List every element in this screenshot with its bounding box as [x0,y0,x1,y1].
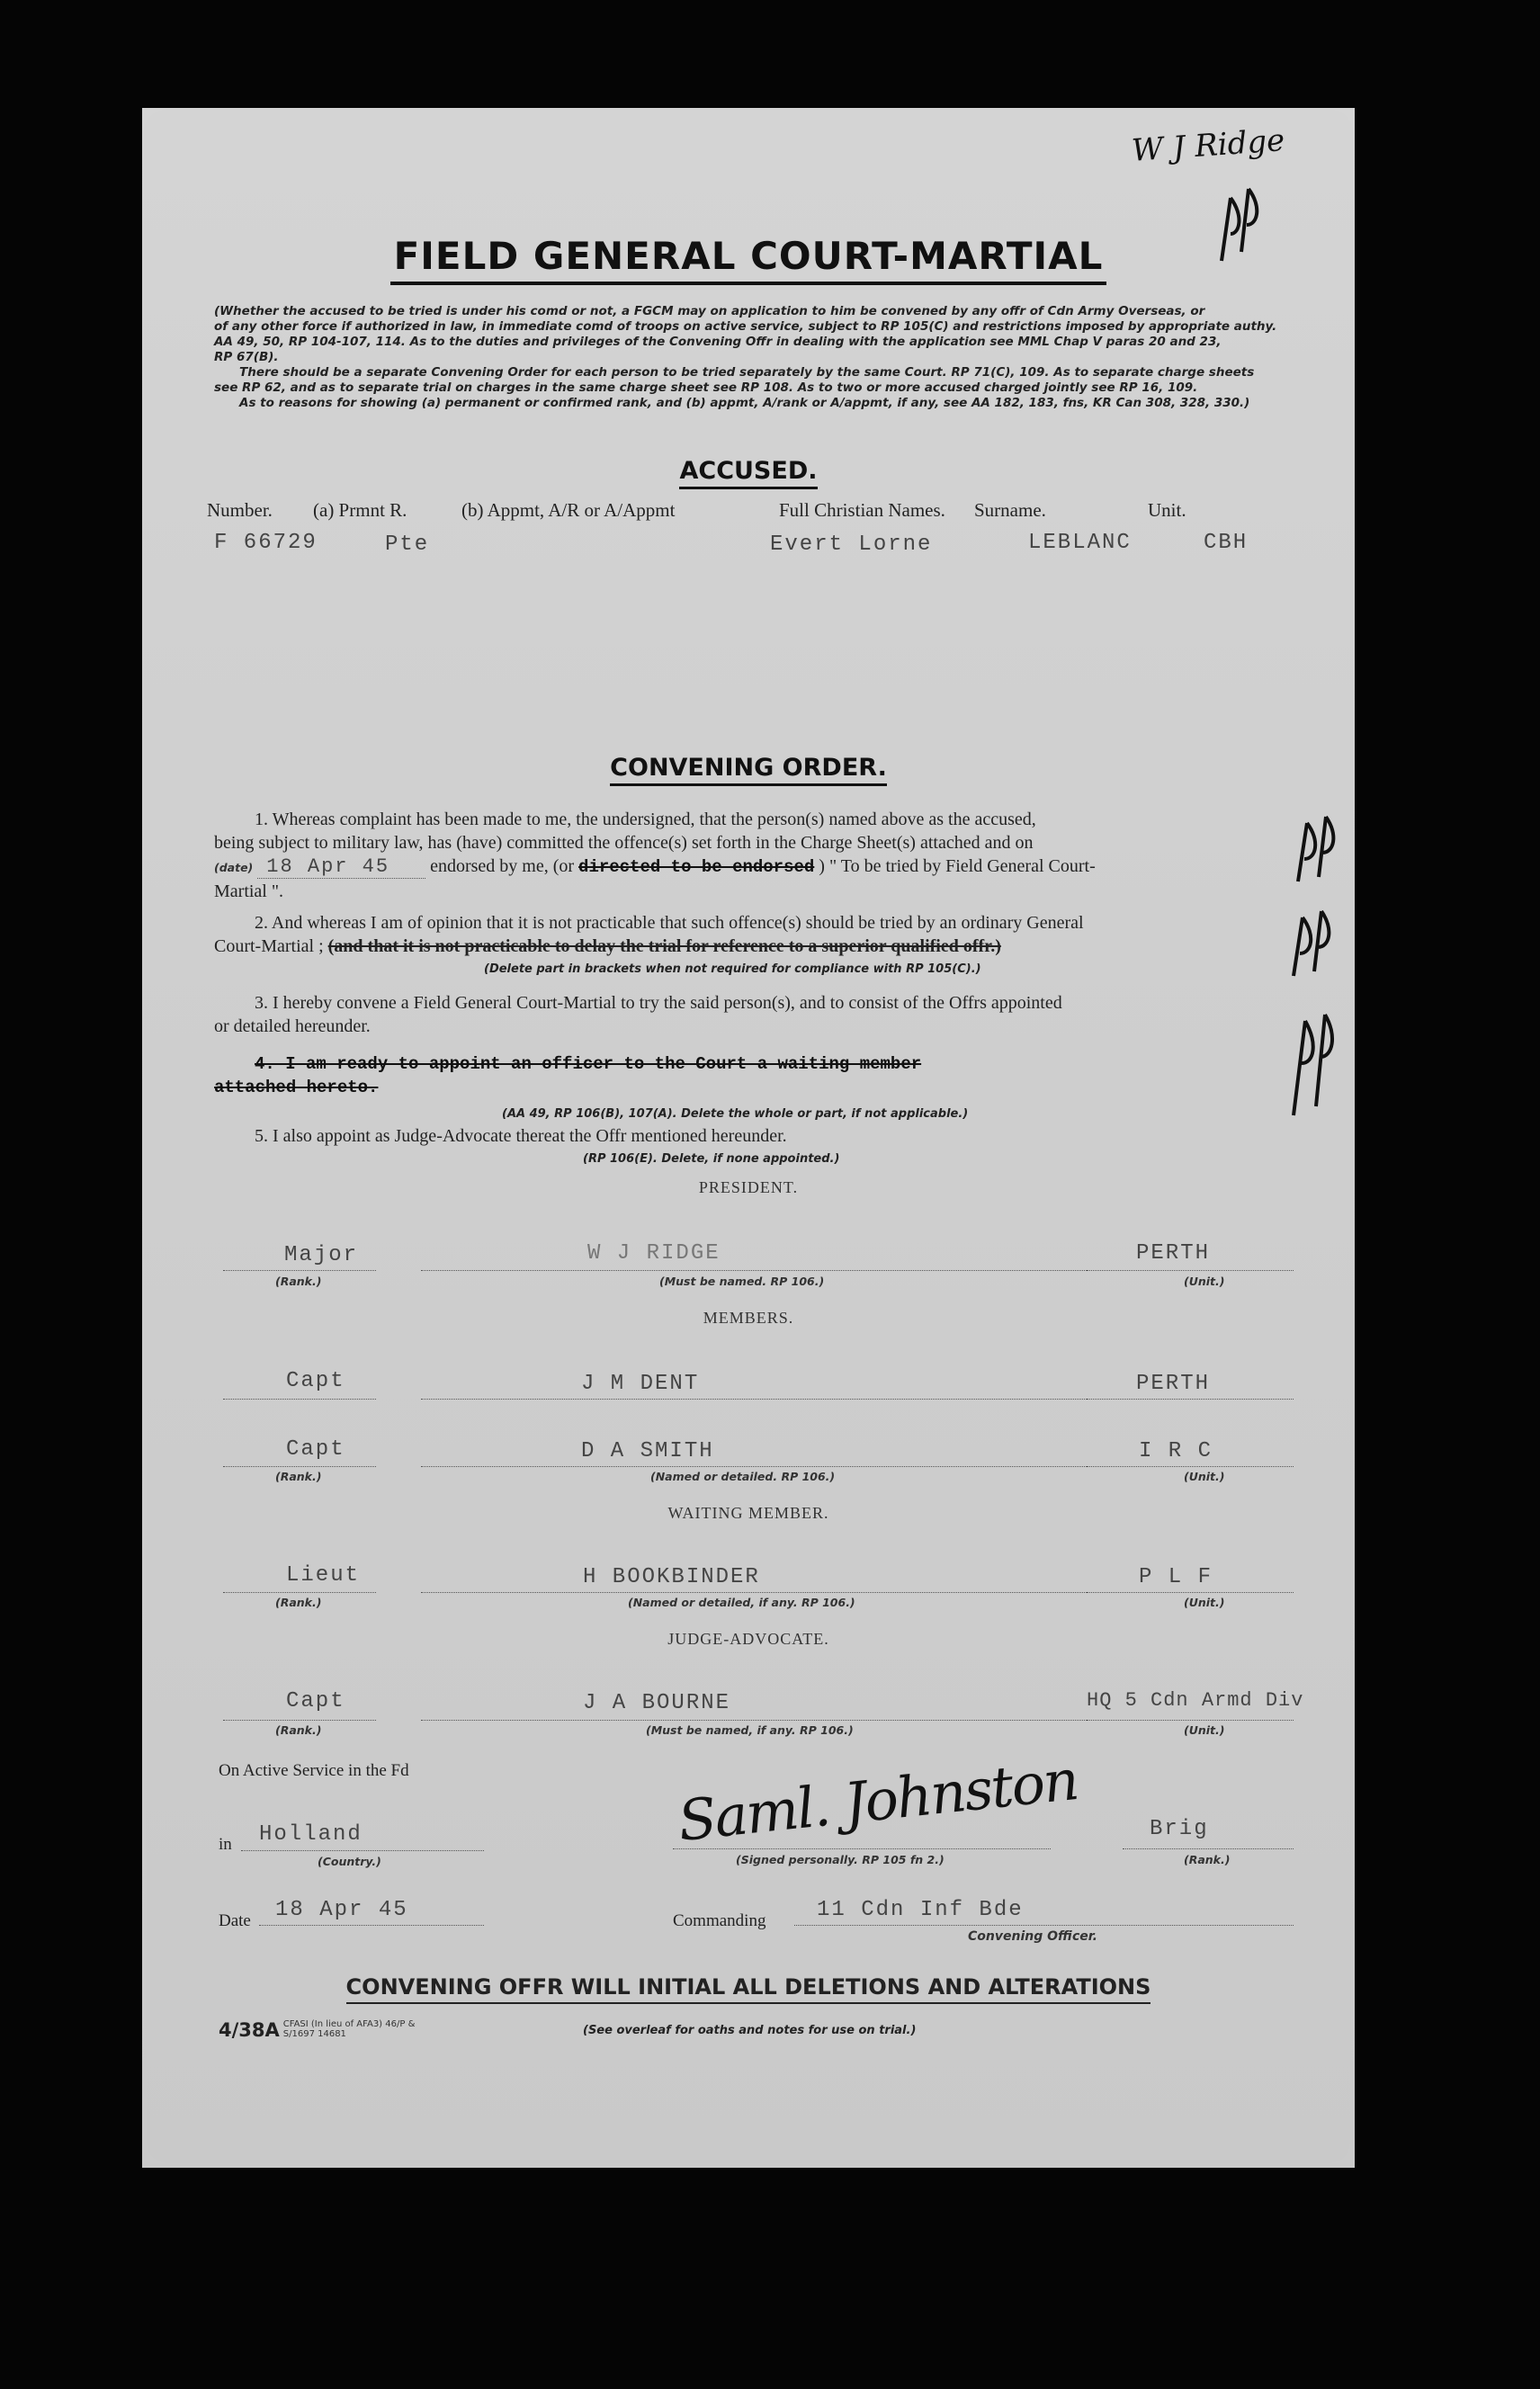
waiting-unit: P L F [1139,1565,1213,1589]
intro-line: (Whether the accused to be tried is under his comd or not, a FGCM may on application to him be convened by any offr of Cdn Army Overseas, or [214,304,1205,318]
p4-struck-text: 4. I am ready to appoint an officer to the Court a waiting member [255,1054,922,1074]
p1-line-e: Martial ". [214,881,284,901]
label-unit: Unit. [1148,499,1186,521]
commander-signature: Saml. Johnston [675,1746,1081,1855]
judge-name: J A BOURNE [583,1691,731,1715]
in-label: in [219,1835,232,1854]
paragraph-5 [214,1124,1285,1171]
judge-name-sub: (Must be named, if any. RP 106.) [646,1723,854,1737]
p1-line-c [214,854,1285,880]
country-sub: (Country.) [318,1855,381,1868]
label-appmt: (b) Appmt, A/R or A/Appmt [461,499,676,521]
p1-date-label: (date) [214,861,254,874]
commanding-label: Commanding [673,1911,766,1930]
waiting-rank-sub: (Rank.) [275,1596,322,1609]
p1-date: 18 Apr 45 [257,855,425,879]
accused-heading: ACCUSED. [142,457,1355,485]
intro-line: AA 49, 50, RP 104-107, 114. As to the duties and privileges of the Convening Offr in dealing with the application see MML Chap V paras 20 and 23, [214,335,1222,349]
p5-line: 5. I also appoint as Judge-Advocate thereat the Offr mentioned hereunder. [255,1126,787,1146]
p2-line-b [214,935,1285,958]
footer-instruction: CONVENING OFFR WILL INITIAL ALL DELETIONS AND ALTERATIONS [142,1974,1355,2000]
paragraph-2 [214,911,1285,981]
p1-struck-text: directed to be endorsed [578,857,815,877]
form-number-sub: CFASI (In lieu of AFA3) 46/P & S/1697 14681 [282,2019,416,2039]
corner-annotation: W J Ridge [1130,122,1286,169]
president-unit-sub: (Unit.) [1184,1275,1225,1288]
form-number [219,2019,418,2041]
p1-line-b: being subject to military law, has (have) committed the offence(s) set forth in the Charge Sheet(s) attached and on [214,833,1034,853]
member-2-unit: I R C [1139,1439,1213,1463]
label-prmnt-rank: (a) Prmnt R. [313,499,407,521]
member-rank-sub: (Rank.) [275,1470,322,1483]
accused-unit: CBH [1204,531,1249,555]
p2-note: (Delete part in brackets when not required for compliance with RP 105(C).) [484,962,981,976]
member-name-sub: (Named or detailed. RP 106.) [650,1470,836,1483]
president-name: W J RIDGE [587,1241,721,1266]
document-title: FIELD GENERAL COURT-MARTIAL [142,234,1355,278]
commanding-formation: 11 Cdn Inf Bde [817,1898,1024,1922]
form-number-text: 4/38A [219,2019,280,2041]
members-heading: MEMBERS. [703,1309,794,1327]
date-label: Date [219,1911,251,1930]
president-heading: PRESIDENT. [698,1178,799,1196]
member-2-rank: Capt [286,1437,345,1462]
p1-endorsed: endorsed by me, (or [430,856,575,876]
p5-note: (RP 106(E). Delete, if none appointed.) [583,1152,840,1166]
waiting-rank: Lieut [286,1563,361,1588]
accused-names: Evert Lorne [770,532,933,557]
label-christian-names: Full Christian Names. [779,499,945,521]
date-value: 18 Apr 45 [275,1898,408,1922]
convening-heading: CONVENING ORDER. [142,754,1355,782]
document-sheet [142,108,1355,2168]
judge-rank-sub: (Rank.) [275,1723,322,1737]
president-unit: PERTH [1136,1241,1211,1266]
p1-line-a: 1. Whereas complaint has been made to me, the undersigned, that the person(s) named above as the accused, [255,810,1036,829]
accused-surname: LEBLANC [1028,531,1132,555]
p3-line-b: or detailed hereunder. [214,1016,371,1036]
accused-rank: Pte [385,532,430,557]
paragraph-3 [214,991,1285,1038]
intro-line: As to reasons for showing (a) permanent or confirmed rank, and (b) appmt, A/rank or A/appmt, if any, see AA 182, 183, fns, KR Can 308, 328, 330.) [239,396,1250,410]
intro-line: see RP 62, and as to separate trial on charges in the same charge sheet see RP 108. As to two or more accused charged jointly see RP 16, 109. [214,380,1198,395]
judge-unit-sub: (Unit.) [1184,1723,1225,1737]
paragraph-4 [214,1052,1285,1126]
judge-heading: JUDGE-ADVOCATE. [667,1630,829,1648]
country-value: Holland [259,1822,363,1847]
p2-struck-text: (and that it is not practicable to delay the trial for reference to a superior qualified offr.) [327,936,1001,956]
waiting-heading: WAITING MEMBER. [667,1504,829,1522]
p3-line-a: 3. I hereby convene a Field General Court-Martial to try the said person(s), and to consist of the Offrs appointed [255,993,1062,1013]
intro-line: of any other force if authorized in law, in immediate comd of troops on active service, subject to RP 105(C) and restrictions imposed by appropriate authy. [214,319,1277,334]
president-name-sub: (Must be named. RP 106.) [659,1275,825,1288]
active-service-text: On Active Service in the Fd [219,1761,409,1780]
initials-mark-p2 [1280,904,1343,985]
judge-rank: Capt [286,1689,345,1713]
member-1-name: J M DENT [581,1372,700,1396]
accused-number: F 66729 [214,531,318,555]
waiting-name-sub: (Named or detailed, if any. RP 106.) [628,1596,855,1609]
waiting-unit-sub: (Unit.) [1184,1596,1225,1609]
member-unit-sub: (Unit.) [1184,1470,1225,1483]
judge-unit: HQ 5 Cdn Armd Div [1087,1689,1304,1712]
p4-struck-text-b: attached hereto. [214,1078,379,1097]
p4-note: (AA 49, RP 106(B), 107(A). Delete the whole or part, if not applicable.) [502,1107,969,1121]
president-rank-sub: (Rank.) [275,1275,322,1288]
overleaf-note: (See overleaf for oaths and notes for use on trial.) [583,2024,917,2037]
initials-mark-p4 [1280,1007,1343,1124]
paragraph-1 [214,808,1285,903]
president-rank: Major [284,1243,359,1267]
waiting-name: H BOOKBINDER [583,1565,760,1589]
intro-notes [214,304,1285,411]
intro-line: RP 67(B). [214,350,279,364]
member-1-unit: PERTH [1136,1372,1211,1396]
p1-to-be-tried: ) " To be tried by Field General Court- [819,856,1096,876]
signed-sub: (Signed personally. RP 105 fn 2.) [736,1853,945,1866]
convening-officer-sub: Convening Officer. [968,1929,1097,1944]
initials-mark-p1 [1285,810,1348,890]
p2-court-martial: Court-Martial ; [214,936,324,956]
signatory-rank: Brig [1150,1817,1209,1841]
signatory-rank-sub: (Rank.) [1184,1853,1231,1866]
label-surname: Surname. [974,499,1046,521]
member-1-rank: Capt [286,1369,345,1393]
member-2-name: D A SMITH [581,1439,714,1463]
p2-line-a: 2. And whereas I am of opinion that it is not practicable that such offence(s) should be tried by an ordinary General [255,913,1084,933]
label-number: Number. [207,499,273,521]
intro-line: There should be a separate Convening Order for each person to be tried separately by the same Court. RP 71(C), 109. As to separate charge sheets [239,365,1255,380]
